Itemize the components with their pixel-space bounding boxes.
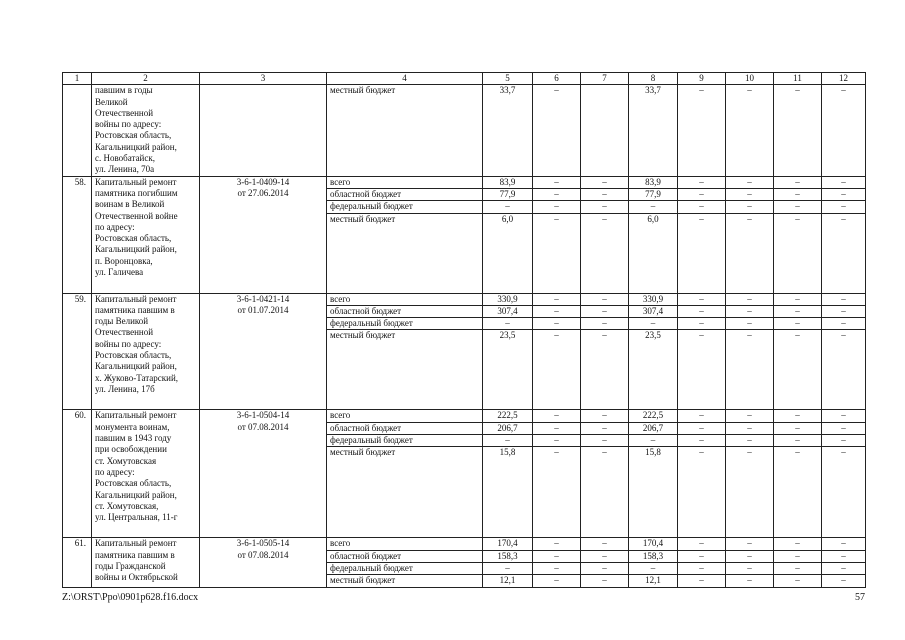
value-c6: – <box>533 422 581 434</box>
contract-line: от 07.08.2014 <box>237 549 289 560</box>
value-c10: – <box>726 176 774 188</box>
value-c12: – <box>822 176 866 188</box>
value-c11: – <box>774 550 822 562</box>
value-c9: – <box>678 562 726 574</box>
value-c5: 307,4 <box>483 305 533 317</box>
object-name-line: ст. Хомутовская, <box>95 500 159 511</box>
value-c12: – <box>822 422 866 434</box>
object-name-line: Ростовская область, <box>95 130 172 141</box>
contract-number <box>200 410 327 538</box>
table-row <box>63 538 866 550</box>
value-c8: 6,0 <box>629 213 678 293</box>
column-number-4: 4 <box>327 73 483 85</box>
value-c6: – <box>533 575 581 587</box>
value-c6: – <box>533 188 581 200</box>
funding-source: федеральный бюджет <box>327 201 483 213</box>
table-row <box>63 176 866 188</box>
value-c6: – <box>533 305 581 317</box>
value-c6: – <box>533 538 581 550</box>
value-c5: 83,9 <box>483 176 533 188</box>
funding-source: федеральный бюджет <box>327 435 483 447</box>
item-number <box>63 85 92 176</box>
object-name <box>92 293 200 410</box>
value-c8: 23,5 <box>629 330 678 410</box>
value-c5: 6,0 <box>483 213 533 293</box>
value-c7: – <box>581 422 629 434</box>
column-number-1: 1 <box>63 73 92 85</box>
funding-source: областной бюджет <box>327 550 483 562</box>
object-name-line: Великой <box>95 96 128 107</box>
page-number: 57 <box>855 592 865 603</box>
item-number: 59. <box>63 293 92 410</box>
value-c7: – <box>581 538 629 550</box>
value-c5: 158,3 <box>483 550 533 562</box>
funding-source: местный бюджет <box>327 213 483 293</box>
value-c9: – <box>678 410 726 422</box>
contract-line: от 07.08.2014 <box>237 421 289 432</box>
value-c5: 77,9 <box>483 188 533 200</box>
value-c6: – <box>533 85 581 176</box>
value-c9: – <box>678 176 726 188</box>
value-c7: – <box>581 176 629 188</box>
value-c7: – <box>581 562 629 574</box>
value-c9: – <box>678 213 726 293</box>
contract-line: 3-6-1-0505-14 <box>236 538 290 549</box>
item-number: 61. <box>63 538 92 587</box>
value-c7: – <box>581 575 629 587</box>
value-c6: – <box>533 410 581 422</box>
value-c11: – <box>774 213 822 293</box>
contract-line: 3-6-1-0409-14 <box>236 176 290 187</box>
value-c8: – <box>629 318 678 330</box>
value-c5: – <box>483 562 533 574</box>
value-c8: 12,1 <box>629 575 678 587</box>
value-c7: – <box>581 435 629 447</box>
funding-source: областной бюджет <box>327 188 483 200</box>
object-name-line: войны по адресу: <box>95 338 162 349</box>
value-c12: – <box>822 85 866 176</box>
value-c7: – <box>581 550 629 562</box>
object-name-line: Отечественной <box>95 107 154 118</box>
column-number-5: 5 <box>483 73 533 85</box>
value-c5: 12,1 <box>483 575 533 587</box>
object-name-line: с. Новобатайск, <box>95 153 155 164</box>
contract-number <box>200 293 327 410</box>
value-c8: 330,9 <box>629 293 678 305</box>
value-c5: 330,9 <box>483 293 533 305</box>
value-c10: – <box>726 330 774 410</box>
object-name-line: Кагальницкий район, <box>95 361 177 372</box>
value-c5: 170,4 <box>483 538 533 550</box>
value-c12: – <box>822 435 866 447</box>
column-number-10: 10 <box>726 73 774 85</box>
value-c11: – <box>774 293 822 305</box>
object-name-line: Ростовская область, <box>95 478 172 489</box>
value-c12: – <box>822 188 866 200</box>
object-name-line: памятника погибшим <box>95 187 178 198</box>
value-c6: – <box>533 293 581 305</box>
contract-line: от 27.06.2014 <box>237 187 289 198</box>
object-name <box>92 538 200 587</box>
value-c11: – <box>774 575 822 587</box>
contract-number <box>200 538 327 587</box>
contract-number <box>200 176 327 293</box>
value-c7: – <box>581 305 629 317</box>
object-name-line: ул. Ленина, 17б <box>95 383 155 394</box>
object-name-line: ул. Галичева <box>95 267 144 278</box>
value-c7: – <box>581 318 629 330</box>
object-name-line: Капитальный ремонт <box>95 538 177 549</box>
footer-file-path: Z:\ORST\Ppo\0901p628.f16.docx <box>62 592 199 603</box>
value-c12: – <box>822 318 866 330</box>
value-c8: 170,4 <box>629 538 678 550</box>
object-name-line: воинам в Великой <box>95 199 165 210</box>
value-c12: – <box>822 201 866 213</box>
value-c10: – <box>726 213 774 293</box>
value-c8: – <box>629 435 678 447</box>
value-c5: 23,5 <box>483 330 533 410</box>
value-c11: – <box>774 447 822 538</box>
value-c6: – <box>533 562 581 574</box>
object-name-line: ул. Ленина, 70а <box>95 164 155 175</box>
value-c5: 15,8 <box>483 447 533 538</box>
value-c7 <box>581 85 629 176</box>
value-c5: – <box>483 201 533 213</box>
budget-table <box>62 72 866 588</box>
table-row <box>63 410 866 422</box>
funding-source: всего <box>327 176 483 188</box>
item-number: 58. <box>63 176 92 293</box>
value-c6: – <box>533 318 581 330</box>
funding-source: областной бюджет <box>327 305 483 317</box>
value-c10: – <box>726 575 774 587</box>
funding-source: всего <box>327 410 483 422</box>
value-c8: 15,8 <box>629 447 678 538</box>
funding-source: всего <box>327 293 483 305</box>
value-c11: – <box>774 305 822 317</box>
value-c12: – <box>822 213 866 293</box>
value-c7: – <box>581 410 629 422</box>
value-c7: – <box>581 447 629 538</box>
object-name-line: Ростовская область, <box>95 233 172 244</box>
object-name-line: Капитальный ремонт <box>95 410 177 421</box>
value-c12: – <box>822 305 866 317</box>
value-c8: 33,7 <box>629 85 678 176</box>
object-name-line: при освобождении <box>95 444 167 455</box>
value-c9: – <box>678 305 726 317</box>
object-name-line: по адресу: <box>95 221 135 232</box>
column-number-3: 3 <box>200 73 327 85</box>
value-c8: 206,7 <box>629 422 678 434</box>
contract-line: от 01.07.2014 <box>237 304 289 315</box>
value-c10: – <box>726 188 774 200</box>
column-number-12: 12 <box>822 73 866 85</box>
object-name-line: Кагальницкий район, <box>95 489 177 500</box>
funding-source: областной бюджет <box>327 422 483 434</box>
value-c9: – <box>678 538 726 550</box>
contract-line: 3-6-1-0504-14 <box>236 410 290 421</box>
object-name <box>92 85 200 176</box>
value-c10: – <box>726 201 774 213</box>
value-c11: – <box>774 422 822 434</box>
object-name-line: войны и Октябрьской <box>95 572 178 583</box>
value-c9: – <box>678 188 726 200</box>
object-name-line: Отечественной <box>95 327 154 338</box>
value-c9: – <box>678 575 726 587</box>
value-c10: – <box>726 422 774 434</box>
value-c12: – <box>822 562 866 574</box>
object-name-line: годы Гражданской <box>95 560 166 571</box>
value-c9: – <box>678 201 726 213</box>
value-c10: – <box>726 410 774 422</box>
object-name-line: павшим в годы <box>95 85 153 96</box>
column-number-row <box>63 73 866 85</box>
column-number-9: 9 <box>678 73 726 85</box>
object-name-line: Кагальницкий район, <box>95 141 177 152</box>
value-c10: – <box>726 293 774 305</box>
value-c7: – <box>581 293 629 305</box>
table-row <box>63 293 866 305</box>
value-c10: – <box>726 550 774 562</box>
column-number-6: 6 <box>533 73 581 85</box>
value-c9: – <box>678 85 726 176</box>
value-c6: – <box>533 435 581 447</box>
value-c12: – <box>822 293 866 305</box>
object-name-line: по адресу: <box>95 466 135 477</box>
value-c9: – <box>678 318 726 330</box>
funding-source: всего <box>327 538 483 550</box>
value-c8: 158,3 <box>629 550 678 562</box>
value-c11: – <box>774 538 822 550</box>
value-c11: – <box>774 330 822 410</box>
table-row <box>63 85 866 176</box>
funding-source: федеральный бюджет <box>327 562 483 574</box>
value-c9: – <box>678 293 726 305</box>
value-c10: – <box>726 305 774 317</box>
value-c10: – <box>726 85 774 176</box>
value-c5: 33,7 <box>483 85 533 176</box>
value-c12: – <box>822 575 866 587</box>
value-c12: – <box>822 410 866 422</box>
value-c8: 307,4 <box>629 305 678 317</box>
funding-source: местный бюджет <box>327 330 483 410</box>
value-c11: – <box>774 85 822 176</box>
column-number-2: 2 <box>92 73 200 85</box>
object-name-line: памятника павшим в <box>95 549 175 560</box>
value-c9: – <box>678 435 726 447</box>
value-c10: – <box>726 318 774 330</box>
value-c9: – <box>678 330 726 410</box>
value-c10: – <box>726 538 774 550</box>
object-name-line: Капитальный ремонт <box>95 293 177 304</box>
object-name-line: войны по адресу: <box>95 119 162 130</box>
object-name-line: Ростовская область, <box>95 350 172 361</box>
value-c11: – <box>774 562 822 574</box>
value-c8: – <box>629 201 678 213</box>
object-name-line: х. Жуково-Татарский, <box>95 372 179 383</box>
funding-source: местный бюджет <box>327 85 483 176</box>
object-name-line: п. Воронцовка, <box>95 255 153 266</box>
value-c10: – <box>726 562 774 574</box>
value-c12: – <box>822 538 866 550</box>
value-c12: – <box>822 447 866 538</box>
value-c6: – <box>533 213 581 293</box>
value-c6: – <box>533 330 581 410</box>
object-name-line: памятника павшим в <box>95 304 175 315</box>
object-name-line: Капитальный ремонт <box>95 176 177 187</box>
object-name-line: ст. Хомутовская <box>95 455 157 466</box>
object-name <box>92 410 200 538</box>
value-c6: – <box>533 201 581 213</box>
value-c12: – <box>822 330 866 410</box>
value-c5: 222,5 <box>483 410 533 422</box>
column-number-11: 11 <box>774 73 822 85</box>
object-name-line: ул. Центральная, 11-г <box>95 512 178 523</box>
value-c8: – <box>629 562 678 574</box>
value-c7: – <box>581 213 629 293</box>
value-c7: – <box>581 201 629 213</box>
value-c12: – <box>822 550 866 562</box>
funding-source: местный бюджет <box>327 447 483 538</box>
object-name-line: годы Великой <box>95 316 149 327</box>
value-c9: – <box>678 550 726 562</box>
contract-number <box>200 85 327 176</box>
value-c5: 206,7 <box>483 422 533 434</box>
value-c6: – <box>533 447 581 538</box>
value-c8: 83,9 <box>629 176 678 188</box>
object-name <box>92 176 200 293</box>
value-c8: 77,9 <box>629 188 678 200</box>
item-number: 60. <box>63 410 92 538</box>
value-c9: – <box>678 422 726 434</box>
contract-line: 3-6-1-0421-14 <box>236 293 290 304</box>
value-c6: – <box>533 550 581 562</box>
value-c11: – <box>774 176 822 188</box>
value-c10: – <box>726 447 774 538</box>
value-c5: – <box>483 318 533 330</box>
value-c7: – <box>581 188 629 200</box>
table-body <box>63 73 866 588</box>
value-c8: 222,5 <box>629 410 678 422</box>
value-c6: – <box>533 176 581 188</box>
value-c11: – <box>774 435 822 447</box>
object-name-line: монумента воинам, <box>95 421 170 432</box>
value-c11: – <box>774 188 822 200</box>
column-number-8: 8 <box>629 73 678 85</box>
value-c11: – <box>774 201 822 213</box>
object-name-line: Отечественной войне <box>95 210 178 221</box>
object-name-line: Кагальницкий район, <box>95 244 177 255</box>
funding-source: местный бюджет <box>327 575 483 587</box>
column-number-7: 7 <box>581 73 629 85</box>
value-c5: – <box>483 435 533 447</box>
object-name-line: павшим в 1943 году <box>95 433 172 444</box>
value-c10: – <box>726 435 774 447</box>
value-c7: – <box>581 330 629 410</box>
value-c9: – <box>678 447 726 538</box>
funding-source: федеральный бюджет <box>327 318 483 330</box>
value-c11: – <box>774 318 822 330</box>
value-c11: – <box>774 410 822 422</box>
